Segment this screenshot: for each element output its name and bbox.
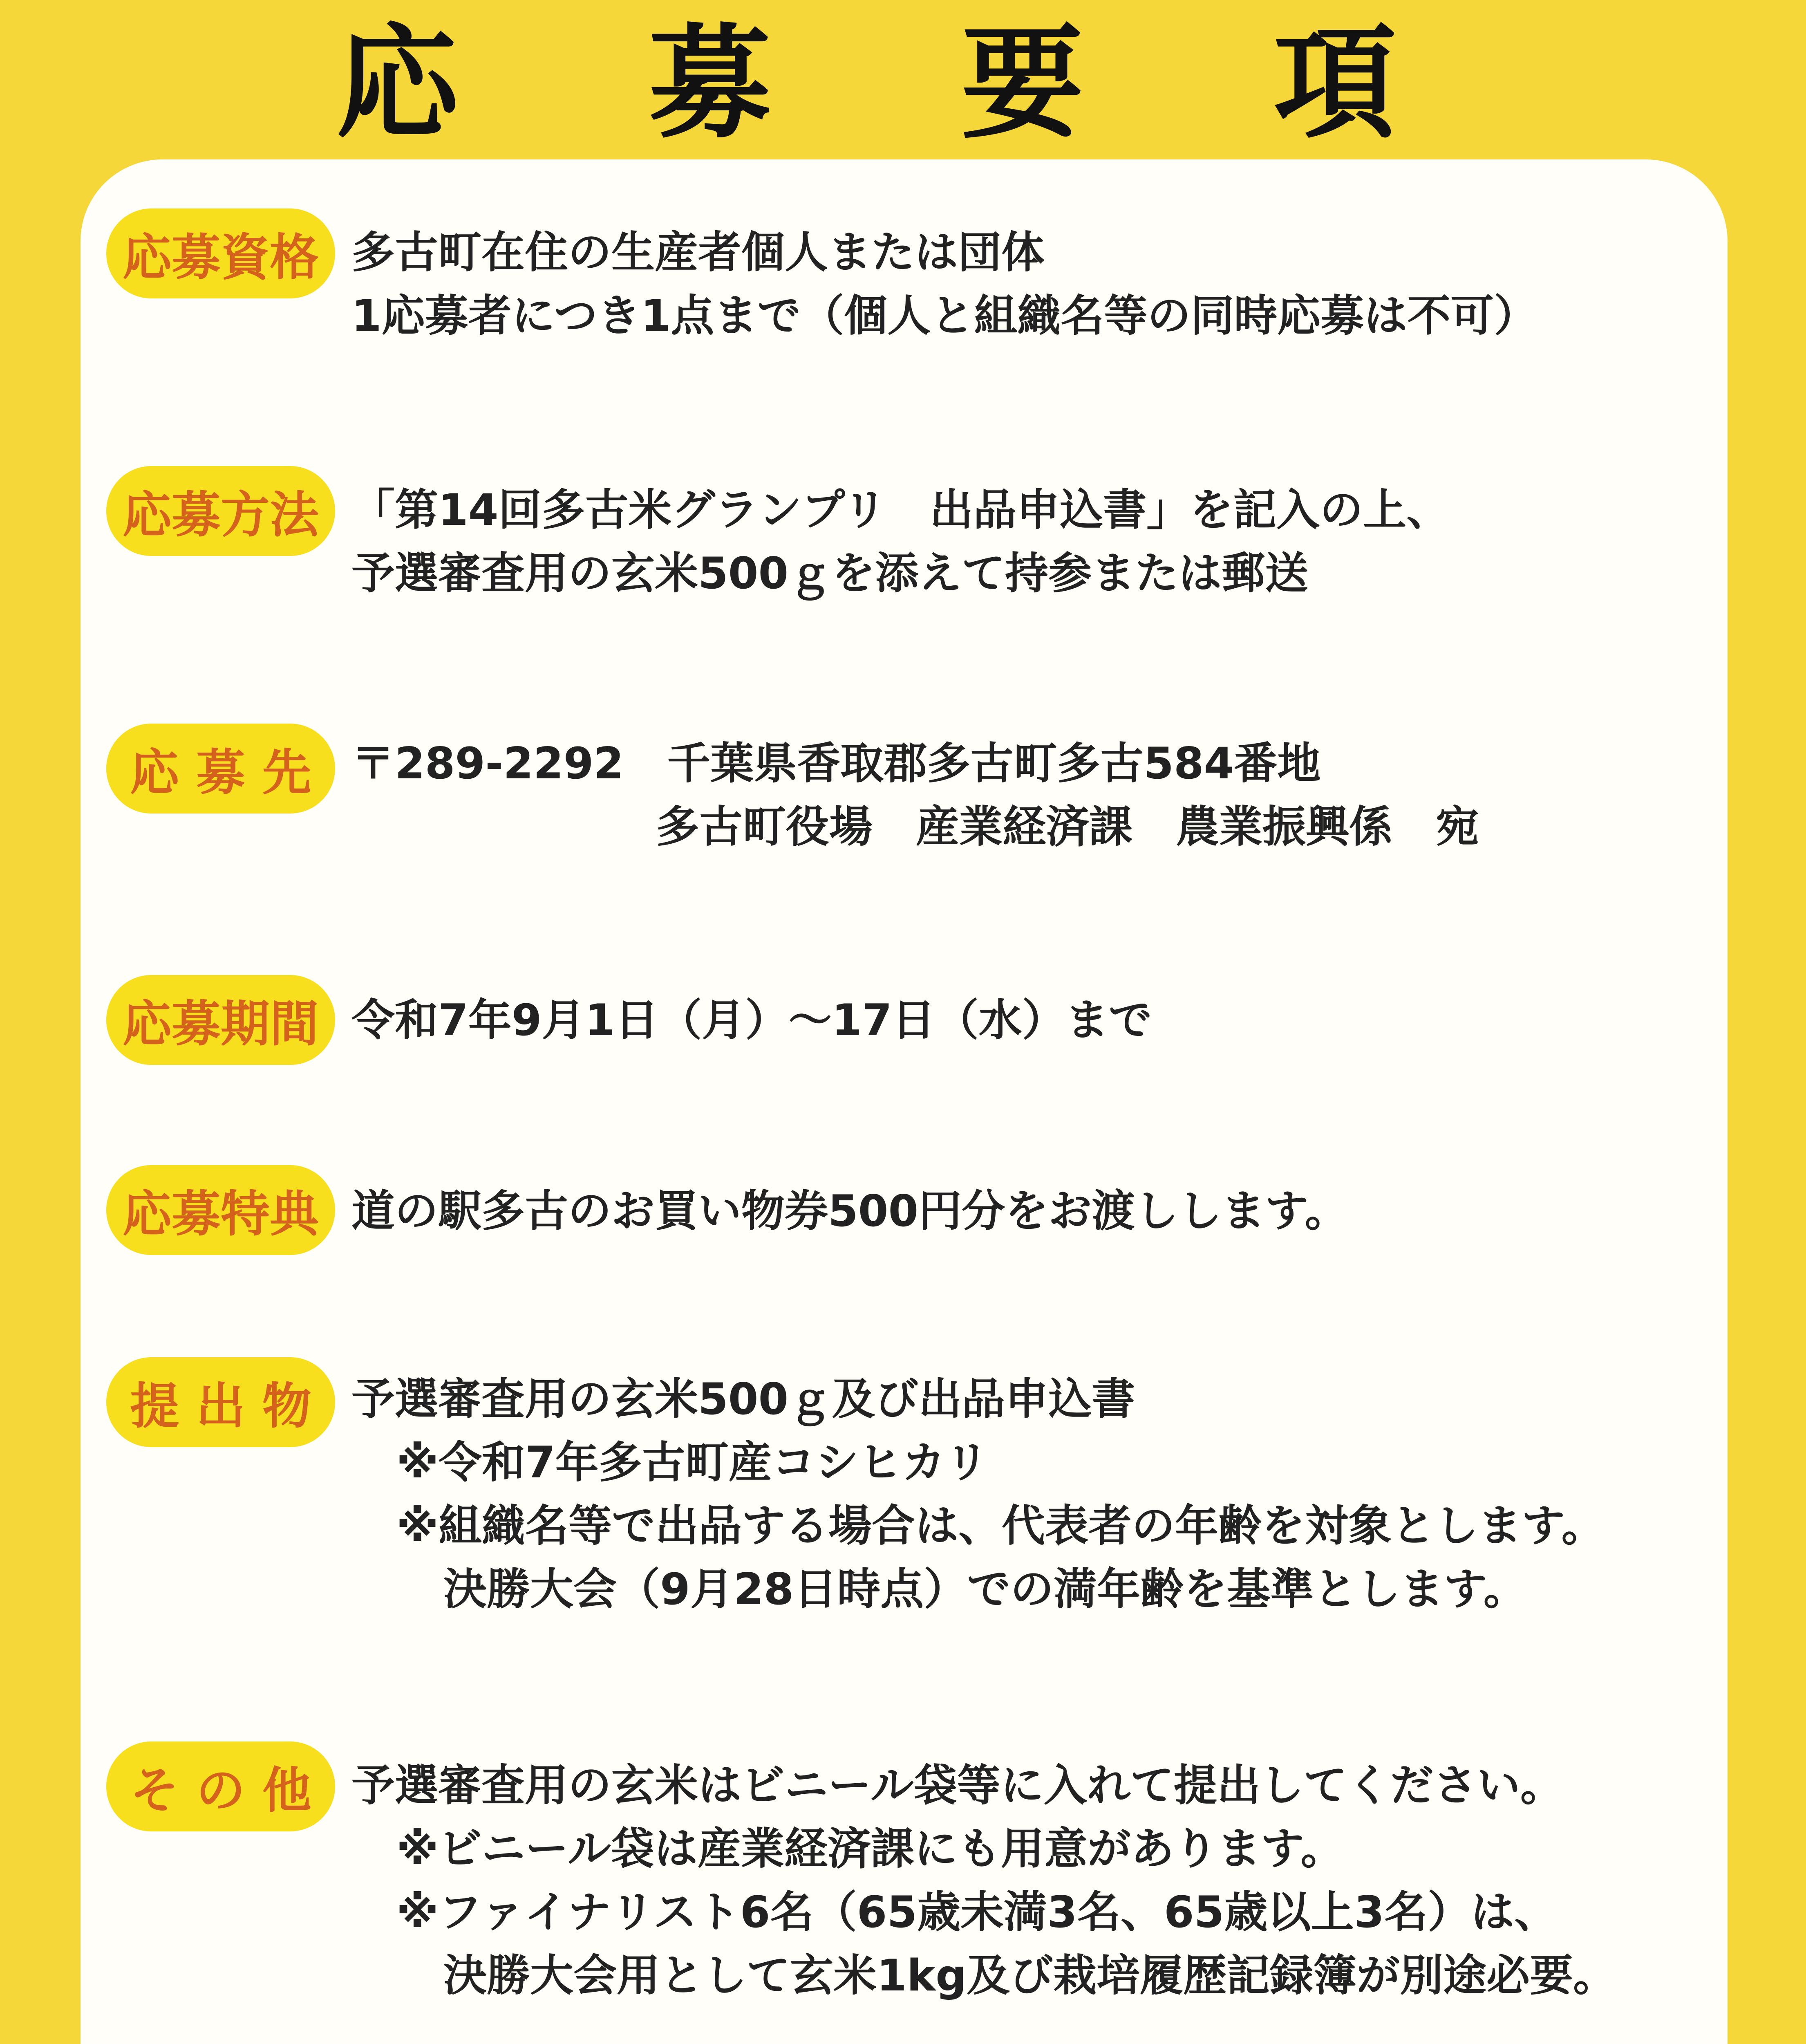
page-title: 応 募 要 項 — [336, 12, 1470, 155]
label-method: 応募方法 — [106, 466, 335, 556]
text-line: 道の駅多古のお買い物券500円分をお渡しします。 — [351, 1186, 1348, 1236]
text-line: 決勝大会（9月28日時点）での満年齢を基準とします。 — [443, 1564, 1527, 1614]
text-line: ※ビニール袋は産業経済課にも用意があります。 — [396, 1824, 1344, 1874]
text-line: ※組織名等で出品する場合は、代表者の年齢を対象とします。 — [396, 1501, 1605, 1551]
label-destination: 応 募 先 — [106, 724, 335, 814]
text-line: ※令和7年多古町産コシヒカリ — [396, 1437, 989, 1488]
period-text — [351, 988, 1152, 1052]
text-line: 1応募者につき1点まで（個人と組織名等の同時応募は不可） — [351, 291, 1537, 341]
submission-text — [351, 1367, 1605, 1621]
text-line: ※ファイナリスト6名（65歳未満3名、65歳以上3名）は、 — [396, 1887, 1558, 1937]
text-line: 予選審査用の玄米はビニール袋等に入れて提出してください。 — [351, 1760, 1564, 1811]
label-other: そ の 他 — [106, 1741, 335, 1831]
text-line: 「第14回多古米グランプリ 出品申込書」を記入の上、 — [351, 485, 1450, 535]
label-submission: 提 出 物 — [106, 1357, 335, 1447]
text-line: 予選審査用の玄米500ｇ及び出品申込書 — [351, 1374, 1135, 1424]
eligibility-text — [351, 221, 1537, 347]
text-line: 多古町在住の生産者個人または団体 — [351, 227, 1045, 278]
text-line: 決勝大会用として玄米1kg及び栽培履歴記録簿が別途必要。 — [443, 1950, 1617, 2001]
label-benefit: 応募特典 — [106, 1165, 335, 1255]
label-eligibility: 応募資格 — [106, 208, 335, 298]
text-line: 〒289-2292 千葉県香取郡多古町多古584番地 — [351, 738, 1321, 789]
method-text — [351, 478, 1450, 605]
text-line: 多古町役場 産業経済課 農業振興係 宛 — [656, 802, 1479, 852]
label-period: 応募期間 — [106, 975, 335, 1065]
destination-text — [351, 732, 1479, 858]
text-line: 令和7年9月1日（月）～17日（水）まで — [351, 995, 1152, 1045]
other-text — [351, 1754, 1616, 2007]
text-line: 予選審査用の玄米500ｇを添えて持参または郵送 — [351, 548, 1309, 598]
benefit-text — [351, 1179, 1348, 1243]
